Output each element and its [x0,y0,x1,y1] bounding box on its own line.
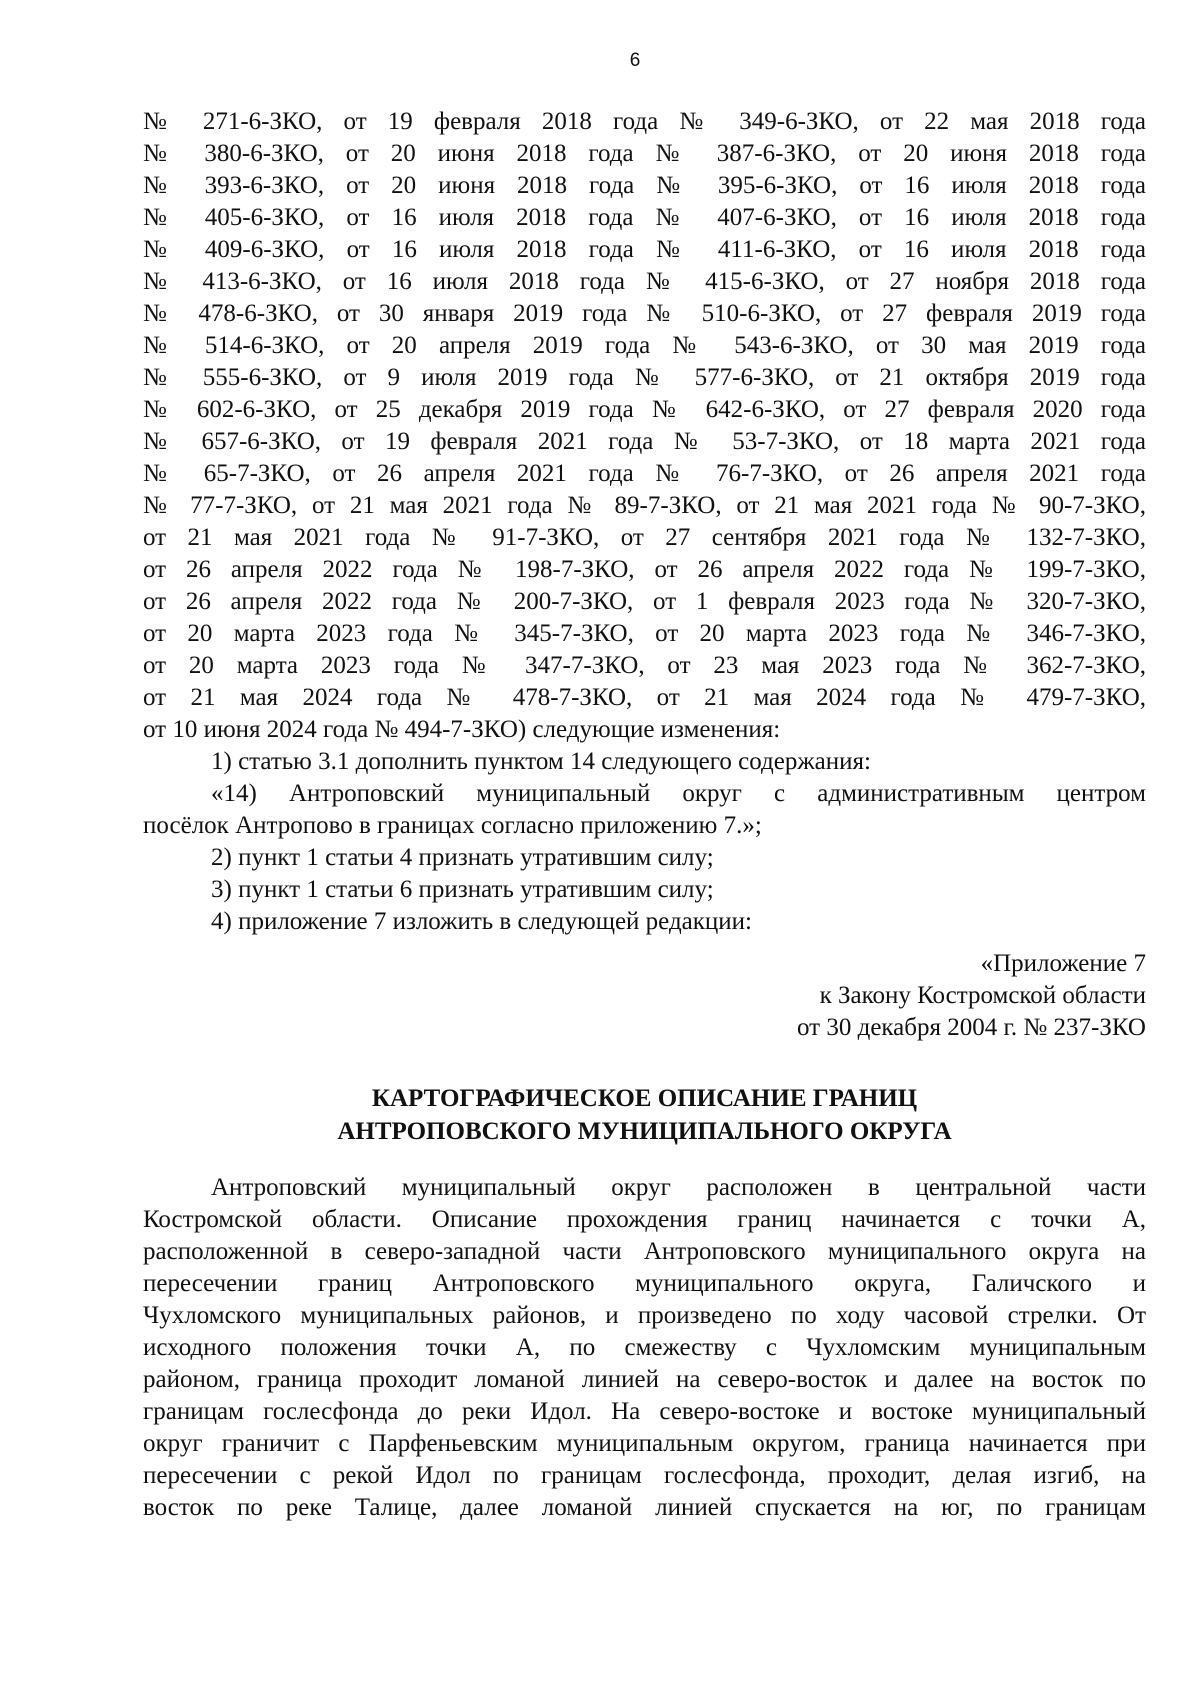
text-line: от 20 марта 2023 года № 345-7-ЗКО, от 20 марта 2023 года № 346-7-ЗКО, [143,620,1146,647]
text-line: Костромской области. Описание прохождения границ начинается с точки А, [143,1206,1146,1233]
text-line: № 77-7-ЗКО, от 21 мая 2021 года № 89-7-ЗКО, от 21 мая 2021 года № 90-7-ЗКО, [143,492,1146,519]
appendix-header [143,948,1146,1044]
text-line: от 21 мая 2024 года № 478-7-ЗКО, от 21 мая 2024 года № 479-7-ЗКО, [143,684,1146,711]
amendment-item-1: 1) статью 3.1 дополнить пунктом 14 следующего содержания: [211,748,871,775]
text-line: № 514-6-ЗКО, от 20 апреля 2019 года № 543-6-ЗКО, от 30 мая 2019 года [143,332,1146,359]
text-line: Чухломского муниципальных районов, и произведено по ходу часовой стрелки. От [143,1302,1146,1329]
text-line: пересечении границ Антроповского муниципального округа, Галичского и [143,1270,1146,1297]
text-line: № 478-6-ЗКО, от 30 января 2019 года № 510-6-ЗКО, от 27 февраля 2019 года [143,300,1146,327]
heading-line-2: АНТРОПОВСКОГО МУНИЦИПАЛЬНОГО ОКРУГА [337,1118,952,1145]
text-line: № 393-6-ЗКО, от 20 июня 2018 года № 395-6-ЗКО, от 16 июля 2018 года [143,172,1146,199]
text-line: расположенной в северо-западной части Антроповского муниципального округа на [143,1238,1146,1265]
text-line: пересечении с рекой Идол по границам гослесфонда, проходит, делая изгиб, на [143,1462,1146,1489]
text-line: № 65-7-ЗКО, от 26 апреля 2021 года № 76-7-ЗКО, от 26 апреля 2021 года [143,460,1146,487]
text-line: № 602-6-ЗКО, от 25 декабря 2019 года № 642-6-ЗКО, от 27 февраля 2020 года [143,396,1146,423]
appendix-date: от 30 декабря 2004 г. № 237-ЗКО [797,1014,1146,1041]
amendment-references [143,106,1146,938]
text-line: границам гослесфонда до реки Идол. На северо-востоке и востоке муниципальный [143,1398,1146,1425]
text-line: восток по реке Талице, далее ломаной линией спускается на юг, по границам [143,1494,1146,1521]
text-line: № 409-6-ЗКО, от 16 июля 2018 года № 411-6-ЗКО, от 16 июля 2018 года [143,236,1146,263]
text-line: от 26 апреля 2022 года № 198-7-ЗКО, от 26 апреля 2022 года № 199-7-ЗКО, [143,556,1146,583]
amendment-item-4: 4) приложение 7 изложить в следующей редакции: [211,908,752,935]
quoted-item-14: «14) Антроповский муниципальный округ с административным центром [211,780,1146,807]
text-line: от 20 марта 2023 года № 347-7-ЗКО, от 23 мая 2023 года № 362-7-ЗКО, [143,652,1146,679]
amendment-item-3: 3) пункт 1 статьи 6 признать утратившим силу; [211,876,714,903]
quoted-item-14-continued: посёлок Антропово в границах согласно приложению 7.»; [143,812,762,839]
section-heading [143,1082,1146,1148]
boundary-description [143,1172,1146,1524]
text-line: № 657-6-ЗКО, от 19 февраля 2021 года № 53-7-ЗКО, от 18 марта 2021 года [143,428,1146,455]
text-line: Антроповский муниципальный округ расположен в центральной части [211,1174,1146,1201]
amendment-item-2: 2) пункт 1 статьи 4 признать утратившим силу; [211,844,714,871]
appendix-law: к Закону Костромской области [819,982,1146,1009]
text-line: № 555-6-ЗКО, от 9 июля 2019 года № 577-6-ЗКО, от 21 октября 2019 года [143,364,1146,391]
text-line: № 413-6-ЗКО, от 16 июля 2018 года № 415-6-ЗКО, от 27 ноября 2018 года [143,268,1146,295]
appendix-title: «Приложение 7 [980,950,1146,977]
text-line: от 26 апреля 2022 года № 200-7-ЗКО, от 1 февраля 2023 года № 320-7-ЗКО, [143,588,1146,615]
text-line: от 10 июня 2024 года № 494-7-ЗКО) следующие изменения: [143,716,781,743]
text-line: № 405-6-ЗКО, от 16 июля 2018 года № 407-6-ЗКО, от 16 июля 2018 года [143,204,1146,231]
text-line: округ граничит с Парфеньевским муниципальным округом, граница начинается при [143,1430,1146,1457]
page-number: 6 [629,50,641,71]
heading-line-1: КАРТОГРАФИЧЕСКОЕ ОПИСАНИЕ ГРАНИЦ [371,1085,918,1112]
text-line: № 380-6-ЗКО, от 20 июня 2018 года № 387-6-ЗКО, от 20 июня 2018 года [143,140,1146,167]
text-line: № 271-6-ЗКО, от 19 февраля 2018 года № 349-6-ЗКО, от 22 мая 2018 года [143,108,1146,135]
text-line: исходного положения точки А, по смежеству с Чухломским муниципальным [143,1334,1146,1361]
text-line: районом, граница проходит ломаной линией на северо-восток и далее на восток по [143,1366,1146,1393]
text-line: от 21 мая 2021 года № 91-7-ЗКО, от 27 сентября 2021 года № 132-7-ЗКО, [143,524,1146,551]
